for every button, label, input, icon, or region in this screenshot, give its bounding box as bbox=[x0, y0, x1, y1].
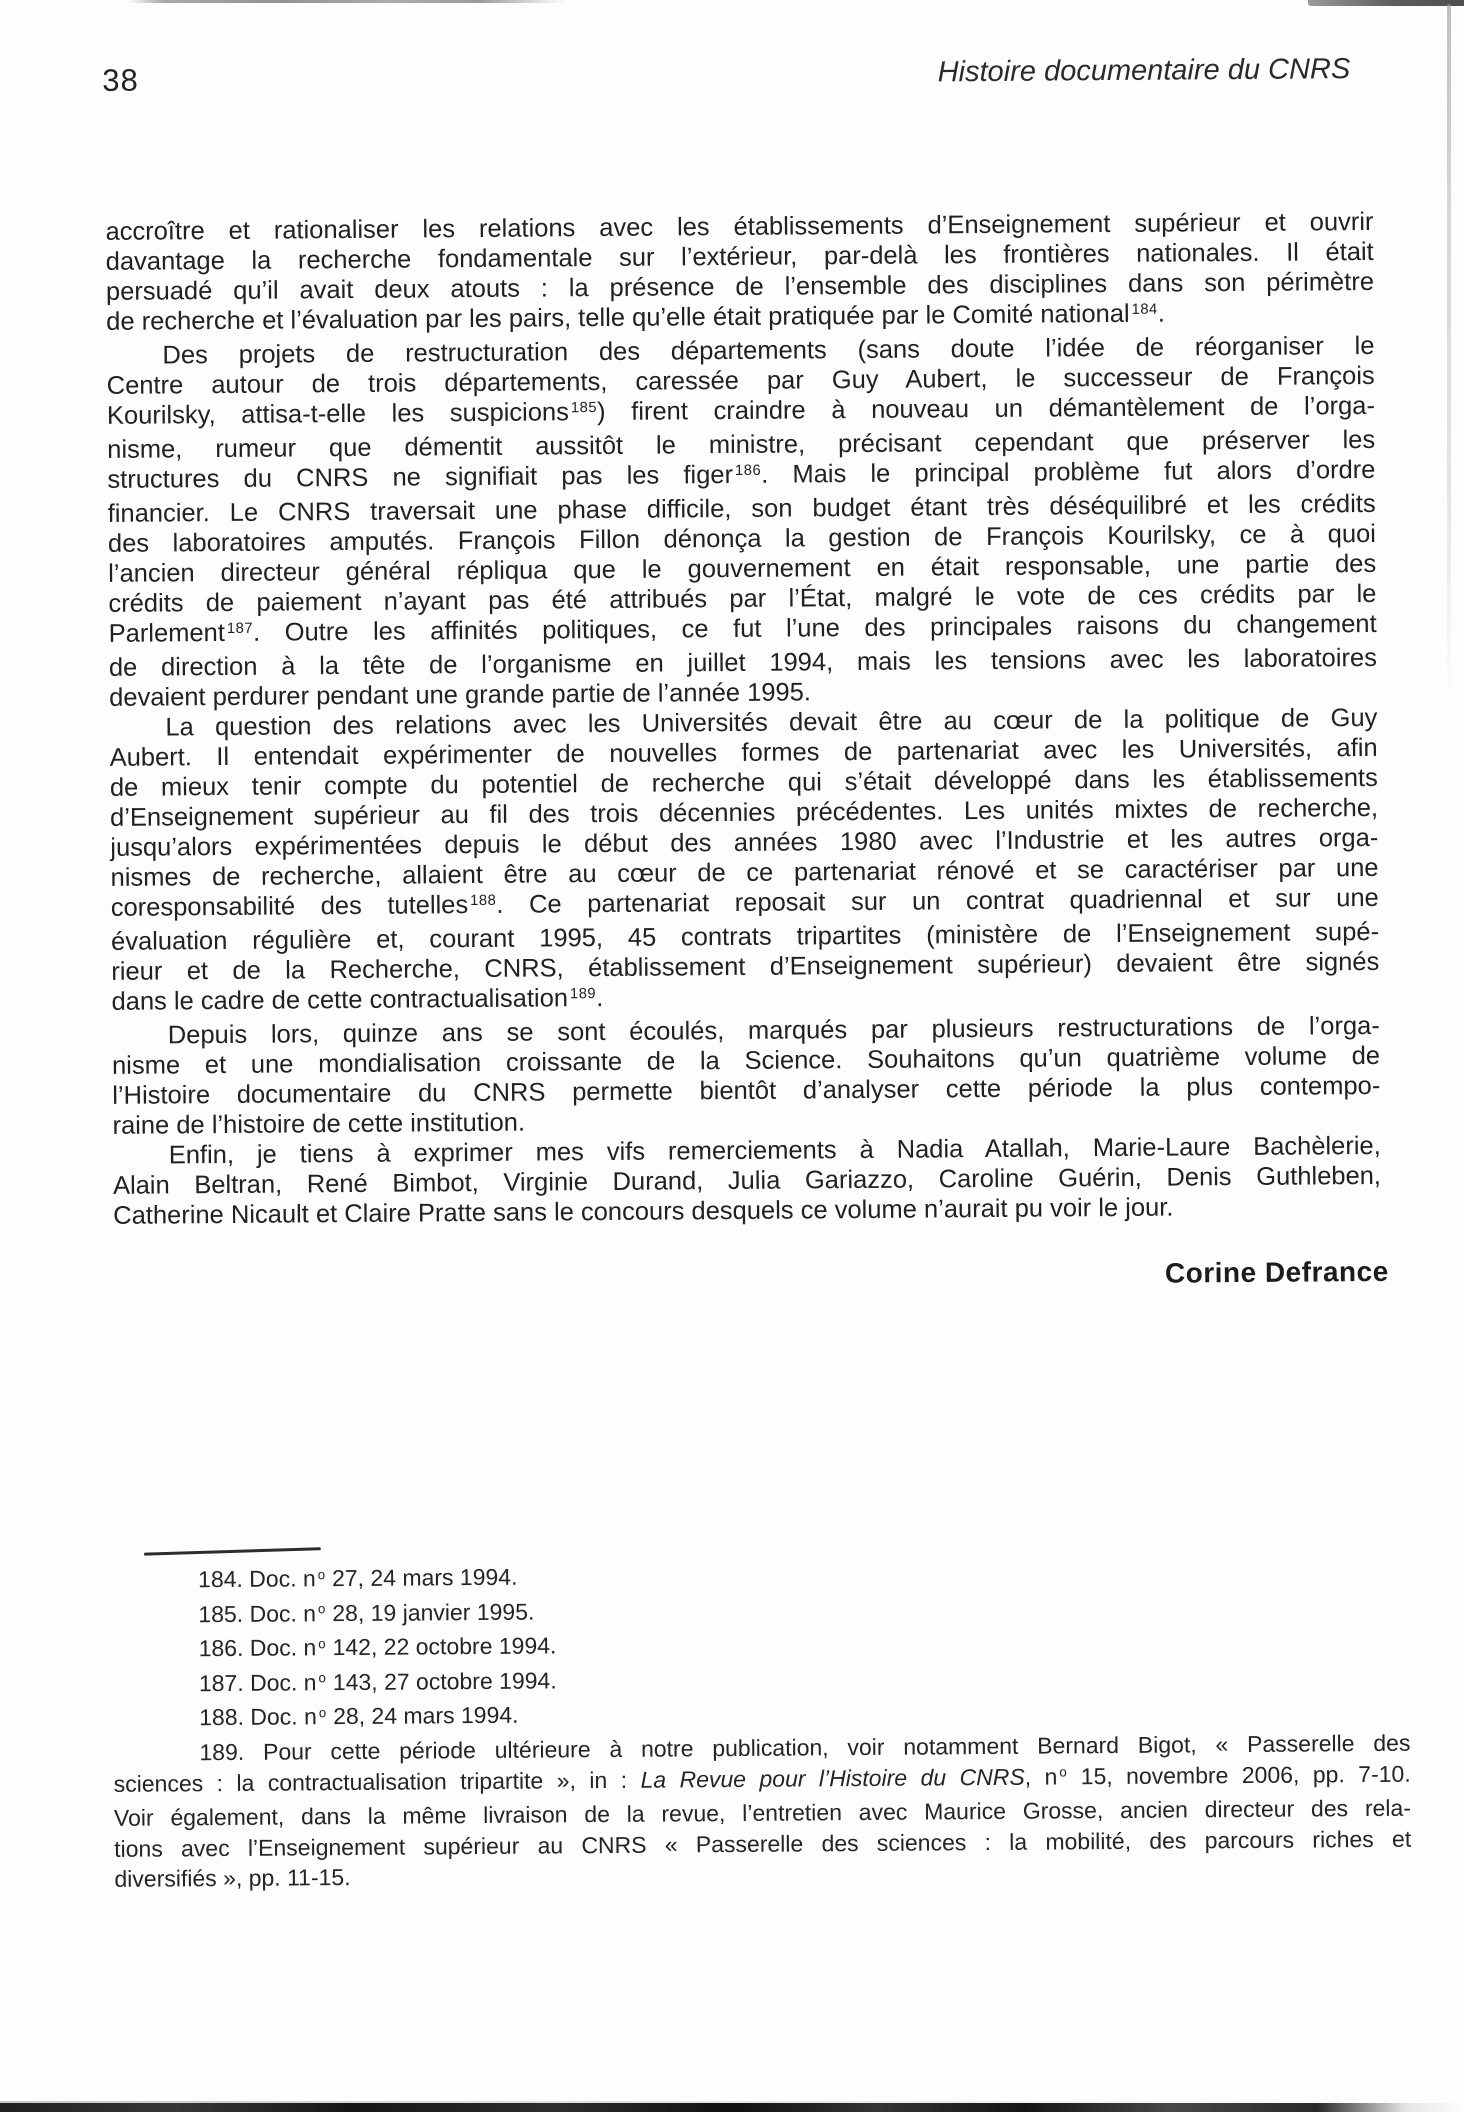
text-run: de mieux tenir compte du potentiel de recherche qui s’était développé dans les établissements bbox=[109, 763, 1378, 802]
text-run: 188. Doc. n bbox=[199, 1703, 317, 1731]
text-run: 184. Doc. n bbox=[197, 1565, 316, 1593]
footnote-reference: o bbox=[317, 1601, 326, 1617]
footnote-reference: 188 bbox=[470, 892, 497, 909]
text-run: sciences : la contractualisation tripartite », in : bbox=[113, 1766, 641, 1797]
text-run: 186. Doc. n bbox=[198, 1634, 317, 1662]
footnote-reference: o bbox=[317, 1566, 326, 1582]
author-signature: Corine Defrance bbox=[1164, 1255, 1389, 1289]
text-run: évaluation régulière et, courant 1995, 45 contrats tripartites (ministère de l’Enseignement supé- bbox=[110, 917, 1380, 956]
text-run: structures du CNRS ne signifiait pas les figer bbox=[107, 460, 734, 494]
text-run: des laboratoires amputés. François Fillon dénonça la gestion de François Kourilsky, ce à quoi bbox=[107, 519, 1377, 558]
footnote-reference: o bbox=[318, 1670, 327, 1686]
footnote-reference: o bbox=[318, 1636, 327, 1652]
text-run: . bbox=[1157, 299, 1165, 328]
text-run: davantage la recherche fondamentale sur l’extérieur, par-delà les frontières nationales. Il était bbox=[105, 237, 1374, 276]
text-run: accroître et rationaliser les relations avec les établissements d’Enseignement supérieur et ouvrir bbox=[105, 207, 1374, 246]
text-run: 185. Doc. n bbox=[198, 1599, 317, 1627]
text-run: diversifiés », pp. 11-15. bbox=[114, 1864, 351, 1893]
text-run: raine de l’histoire de cette institution. bbox=[112, 1108, 526, 1140]
text-run: rieur et de la Recherche, CNRS, établissement d’Enseignement supérieur) devaient être signés bbox=[111, 947, 1380, 986]
text-run: tions avec l’Enseignement supérieur au CNRS « Passerelle des sciences : la mobilité, des parcours riches et bbox=[114, 1825, 1412, 1862]
text-run: jusqu’alors expérimentées depuis le début des années 1980 avec l’Industrie et les autres orga- bbox=[110, 823, 1379, 862]
text-run: . bbox=[596, 984, 604, 1013]
footnote-reference: 186 bbox=[734, 462, 762, 479]
text-run: . Ce partenariat reposait sur un contrat quadriennal et sur une bbox=[496, 883, 1379, 919]
text-run: Des projets de restructuration des départements (sans doute l’idée de réorganiser le bbox=[162, 331, 1375, 370]
footnote-reference: o bbox=[1059, 1764, 1068, 1780]
paragraph bbox=[113, 1131, 1382, 1231]
paragraph bbox=[105, 207, 1374, 341]
paragraph bbox=[106, 331, 1377, 713]
text-run: devaient perdurer pendant une grande partie de l’année 1995. bbox=[109, 678, 812, 712]
text-run: 27, 24 mars 1994. bbox=[325, 1563, 518, 1592]
footnote-separator bbox=[144, 1547, 321, 1555]
text-run: 142, 22 octobre 1994. bbox=[326, 1632, 557, 1661]
footnote-reference: o bbox=[318, 1705, 327, 1721]
text-run: , n bbox=[1024, 1763, 1058, 1790]
text-run: Catherine Nicault et Claire Pratte sans le concours desquels ce volume n’aurait pu voir le jour. bbox=[113, 1193, 1174, 1230]
footnote-reference: 187 bbox=[226, 620, 254, 637]
footnote-reference: 185 bbox=[570, 399, 598, 417]
footnote bbox=[113, 1728, 1411, 1895]
text-run: persuadé qu’il avait deux atouts : la présence de l’ensemble des disciplines dans son périmètre bbox=[105, 267, 1375, 306]
text-run: Depuis lors, quinze ans se sont écoulés, marqués par plusieurs restructurations de l’orga- bbox=[167, 1011, 1380, 1050]
text-run: financier. Le CNRS traversait une phase difficile, son budget étant très déséquilibré et les crédits bbox=[107, 489, 1376, 528]
running-title: Histoire documentaire du CNRS bbox=[937, 53, 1351, 89]
text-run: 15, novembre 2006, pp. 7-10. bbox=[1067, 1760, 1411, 1789]
text-run: 189. Pour cette période ultérieure à notre publication, voir notamment Bernard Bigot, « Passerelle des bbox=[199, 1729, 1411, 1766]
text-run: ) firent craindre à nouveau un démantèlement de l’orga- bbox=[596, 391, 1376, 427]
text-run: dans le cadre de cette contractualisation bbox=[111, 984, 569, 1016]
page-number: 38 bbox=[102, 62, 139, 98]
text-run: Aubert. Il entendait expérimenter de nouvelles formes de partenariat avec les Universités, afin bbox=[109, 733, 1378, 772]
text-run: crédits de paiement n’ayant pas été attribués par l’État, malgré le vote de ces crédits par le bbox=[108, 579, 1377, 618]
text-run: l’Histoire documentaire du CNRS permette bientôt d’analyser cette période la plus contempo- bbox=[112, 1071, 1381, 1110]
text-run: 28, 24 mars 1994. bbox=[326, 1702, 519, 1730]
footnotes bbox=[112, 1555, 1412, 1895]
text-run: de direction à la tête de l’organisme en juillet 1994, mais les tensions avec les laboratoires bbox=[108, 643, 1378, 682]
text-run: Enfin, je tiens à exprimer mes vifs remerciements à Nadia Atallah, Marie-Laure Bachèlerie, bbox=[168, 1131, 1381, 1170]
footnote-reference: 184 bbox=[1131, 301, 1158, 318]
text-run: d’Enseignement supérieur au fil des trois décennies précédentes. Les unités mixtes de recherche, bbox=[110, 793, 1379, 832]
body-text bbox=[105, 207, 1381, 1231]
text-run: coresponsabilité des tutelles bbox=[110, 891, 469, 922]
text-run: nisme, rumeur que démentit aussitôt le ministre, précisant cependant que préserver les bbox=[107, 425, 1376, 464]
paragraph bbox=[109, 703, 1379, 1021]
text-run: Voir également, dans la même livraison de la revue, l’entretien avec Maurice Grosse, ancien directeur des rela- bbox=[113, 1794, 1412, 1832]
text-run: l’ancien directeur général répliqua que le gouvernement en était responsable, une partie des bbox=[108, 549, 1377, 588]
footnote-reference: 189 bbox=[569, 985, 597, 1003]
text-run: Alain Beltran, René Bimbot, Virginie Durand, Julia Gariazzo, Caroline Guérin, Denis Guthleben, bbox=[112, 1161, 1382, 1200]
text-run: 187. Doc. n bbox=[198, 1669, 317, 1696]
text-run: de recherche et l’évaluation par les pairs, telle qu’elle était pratiquée par le Comité national bbox=[106, 299, 1130, 336]
text-run: Parlement bbox=[108, 618, 226, 648]
text-run: La question des relations avec les Universités devait être au cœur de la politique de Guy bbox=[165, 703, 1378, 742]
text-run: nisme et une mondialisation croissante de la Science. Souhaitons qu’un quatrième volume de bbox=[111, 1041, 1381, 1080]
text-run: 28, 19 janvier 1995. bbox=[325, 1598, 535, 1626]
text-run: . Mais le principal problème fut alors d’ordre bbox=[761, 455, 1376, 489]
text-run: . Outre les affinités politiques, ce fut l’une des principales raisons du changement bbox=[252, 609, 1377, 647]
text-run: Centre autour de trois départements, caressée par Guy Aubert, le successeur de François bbox=[106, 361, 1375, 400]
text-run: Kourilsky, attisa-t-elle les suspicions bbox=[106, 398, 570, 430]
text-run: nismes de recherche, allaient être au cœur de ce partenariat rénové et se caractériser par une bbox=[110, 853, 1379, 892]
paragraph bbox=[112, 1011, 1381, 1141]
italic-text: La Revue pour l’Histoire du CNRS bbox=[640, 1763, 1025, 1793]
text-run: 143, 27 octobre 1994. bbox=[326, 1667, 557, 1695]
